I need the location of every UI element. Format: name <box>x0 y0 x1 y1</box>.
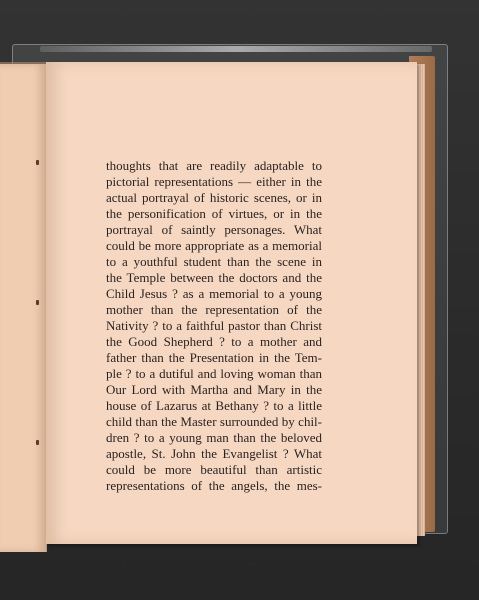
text-line: father than the Presentation in the Tem- <box>106 350 322 365</box>
text-line: the Temple between the doctors and the <box>106 270 322 285</box>
text-line: to a youthful student than the scene in <box>106 254 322 269</box>
text-line: mother than the representation of the <box>106 302 322 317</box>
text-line: the personification of virtues, or in the <box>106 206 322 221</box>
binding-stitch-middle <box>36 300 39 305</box>
page-edges <box>417 64 425 536</box>
text-line: could be more appropriate as a memorial <box>106 238 322 253</box>
text-line: could be more beautiful than artistic <box>106 462 322 477</box>
text-line: the Good Shepherd ? to a mother and <box>106 334 322 349</box>
binding-stitch-top <box>36 160 39 165</box>
text-line: thoughts that are readily adaptable to <box>106 158 322 173</box>
text-line: representations of the angels, the mes- <box>106 478 322 493</box>
binding-stitch-bottom <box>36 440 39 445</box>
text-line: Nativity ? to a faithful pastor than Christ <box>106 318 322 333</box>
text-line: dren ? to a young man than the beloved <box>106 430 322 445</box>
page-text <box>106 158 322 494</box>
text-line: actual portrayal of historic scenes, or in <box>106 190 322 205</box>
text-line: house of Lazarus at Bethany ? to a little <box>106 398 322 413</box>
text-line: ple ? to a dutiful and loving woman than <box>106 366 322 381</box>
text-line: apostle, St. John the Evangelist ? What <box>106 446 322 461</box>
text-line: child than the Master surrounded by chil- <box>106 414 322 429</box>
text-line: Child Jesus ? as a memorial to a young <box>106 286 322 301</box>
left-page <box>0 64 47 552</box>
text-line: portrayal of saintly personages. What <box>106 222 322 237</box>
text-line: Our Lord with Martha and Mary in the <box>106 382 322 397</box>
text-line: pictorial representations — either in the <box>106 174 322 189</box>
sleeve-top-edge <box>40 46 432 52</box>
